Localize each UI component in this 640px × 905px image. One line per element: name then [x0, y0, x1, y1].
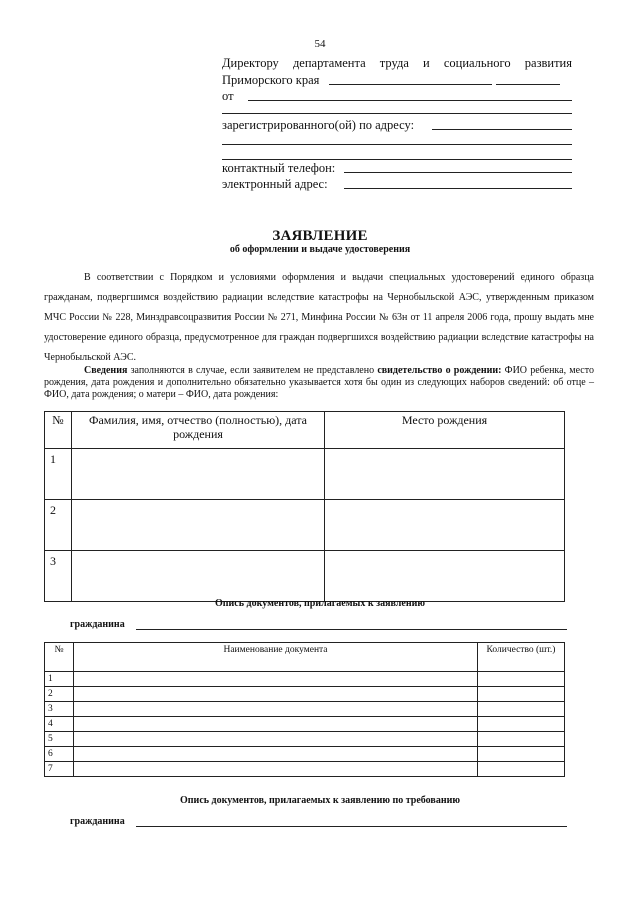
info-mid: заполняются в случае, если заявителем не представлено	[127, 365, 378, 376]
info-paragraph	[44, 365, 594, 401]
doc-qty-cell[interactable]	[478, 702, 565, 717]
birthplace-cell[interactable]	[325, 449, 565, 500]
birthplace-cell[interactable]	[325, 500, 565, 551]
row-number: 1	[45, 672, 74, 687]
row-number: 2	[45, 687, 74, 702]
doc-col-number-header: №	[45, 643, 74, 672]
docs-citizen-row	[70, 619, 567, 633]
from-input-line-2[interactable]	[222, 113, 572, 114]
address-input-line-3[interactable]	[222, 159, 572, 160]
row-number: 4	[45, 717, 74, 732]
docs-request-citizen-row	[70, 816, 567, 830]
name-cell[interactable]	[72, 500, 325, 551]
documents-table	[44, 642, 565, 777]
from-input-line[interactable]	[248, 100, 572, 101]
table-row	[45, 672, 565, 687]
addressee-line-1	[222, 56, 572, 72]
region-input-line-2[interactable]	[496, 84, 560, 85]
table-row	[45, 762, 565, 777]
doc-qty-cell[interactable]	[478, 747, 565, 762]
addressee-text-1: Директору департамента труда и социального развития	[222, 56, 572, 70]
doc-col-qty-header: Количество (шт.)	[478, 643, 565, 672]
email-input-line[interactable]	[344, 188, 572, 189]
address-input-line-2[interactable]	[222, 144, 572, 145]
row-number: 7	[45, 762, 74, 777]
page-number: 54	[314, 38, 326, 50]
table-row	[45, 551, 565, 602]
doc-qty-cell[interactable]	[478, 732, 565, 747]
row-number: 3	[45, 551, 72, 602]
info-bold-2: свидетельство о рождении:	[377, 365, 502, 376]
row-number: 1	[45, 449, 72, 500]
statement-text: В соответствии с Порядком и условиями оформления и выдачи специальных удостоверений единого образца гражданам, подвергшимся воздействию радиации вследствие катастрофы на Чернобыльской АЭС, утвержденным приказом МЧС России № 228, Минздравсоцразвития России № 271, Минфина России № 63н от 11 апреля 2006 года, прошу выдать мне удостоверение единого образца, предусмотренное для граждан подвергшихся воздействию радиации вследствие катастрофы на Чернобыльской АЭС.	[44, 272, 594, 363]
doc-name-cell[interactable]	[74, 747, 478, 762]
table-row	[45, 717, 565, 732]
doc-qty-cell[interactable]	[478, 762, 565, 777]
documents-table-header	[45, 643, 565, 672]
col-number-header: №	[45, 412, 72, 449]
children-table-header	[45, 412, 565, 449]
doc-qty-cell[interactable]	[478, 672, 565, 687]
doc-name-cell[interactable]	[74, 732, 478, 747]
doc-name-cell[interactable]	[74, 687, 478, 702]
name-cell[interactable]	[72, 551, 325, 602]
info-end: ФИО ребенка, место рождения, дата рождения и дополнительно обязательно указывается хотя бы один из следующих наборов сведений: об отце – ФИО, дата рождения; о матери – ФИО, дата рождения:	[44, 365, 594, 400]
info-text	[44, 365, 594, 401]
address-input-line[interactable]	[432, 129, 572, 130]
doc-name-cell[interactable]	[74, 702, 478, 717]
table-row	[45, 687, 565, 702]
doc-name-cell[interactable]	[74, 762, 478, 777]
docs-citizen-label: гражданина	[70, 619, 125, 630]
table-row	[45, 747, 565, 762]
email-label: электронный адрес:	[222, 177, 328, 191]
document-subtitle: об оформлении и выдаче удостоверения	[229, 244, 411, 255]
row-number: 5	[45, 732, 74, 747]
docs-section-title: Опись документов, прилагаемых к заявлению	[215, 598, 425, 609]
phone-input-line[interactable]	[344, 172, 572, 173]
docs-request-citizen-input-line[interactable]	[136, 826, 567, 827]
birthplace-cell[interactable]	[325, 551, 565, 602]
table-row	[45, 449, 565, 500]
doc-qty-cell[interactable]	[478, 717, 565, 732]
phone-label: контактный телефон:	[222, 161, 336, 175]
doc-name-cell[interactable]	[74, 717, 478, 732]
docs-request-section-title: Опись документов, прилагаемых к заявлению по требованию	[180, 795, 460, 806]
doc-qty-cell[interactable]	[478, 687, 565, 702]
addressee-text-2: Приморского края	[222, 73, 320, 87]
info-bold-1: Сведения	[84, 365, 128, 376]
addressee-line-2	[222, 73, 572, 89]
document-title: ЗАЯВЛЕНИЕ	[272, 228, 368, 244]
children-table	[44, 411, 565, 602]
from-label: от	[222, 89, 234, 103]
address-label: зарегистрированного(ой) по адресу:	[222, 118, 415, 132]
col-birthplace-header: Место рождения	[325, 412, 565, 449]
email-row	[222, 177, 572, 193]
from-row	[222, 89, 572, 105]
docs-citizen-input-line[interactable]	[136, 629, 567, 630]
row-number: 2	[45, 500, 72, 551]
phone-row	[222, 161, 572, 177]
table-row	[45, 702, 565, 717]
statement-paragraph	[44, 268, 594, 368]
doc-col-name-header: Наименование документа	[74, 643, 478, 672]
region-input-line[interactable]	[329, 84, 492, 85]
row-number: 6	[45, 747, 74, 762]
table-row	[45, 500, 565, 551]
address-row	[222, 118, 572, 134]
row-number: 3	[45, 702, 74, 717]
table-row	[45, 732, 565, 747]
docs-request-citizen-label: гражданина	[70, 816, 125, 827]
name-cell[interactable]	[72, 449, 325, 500]
doc-name-cell[interactable]	[74, 672, 478, 687]
col-name-header: Фамилия, имя, отчество (полностью), дата рождения	[72, 412, 325, 449]
